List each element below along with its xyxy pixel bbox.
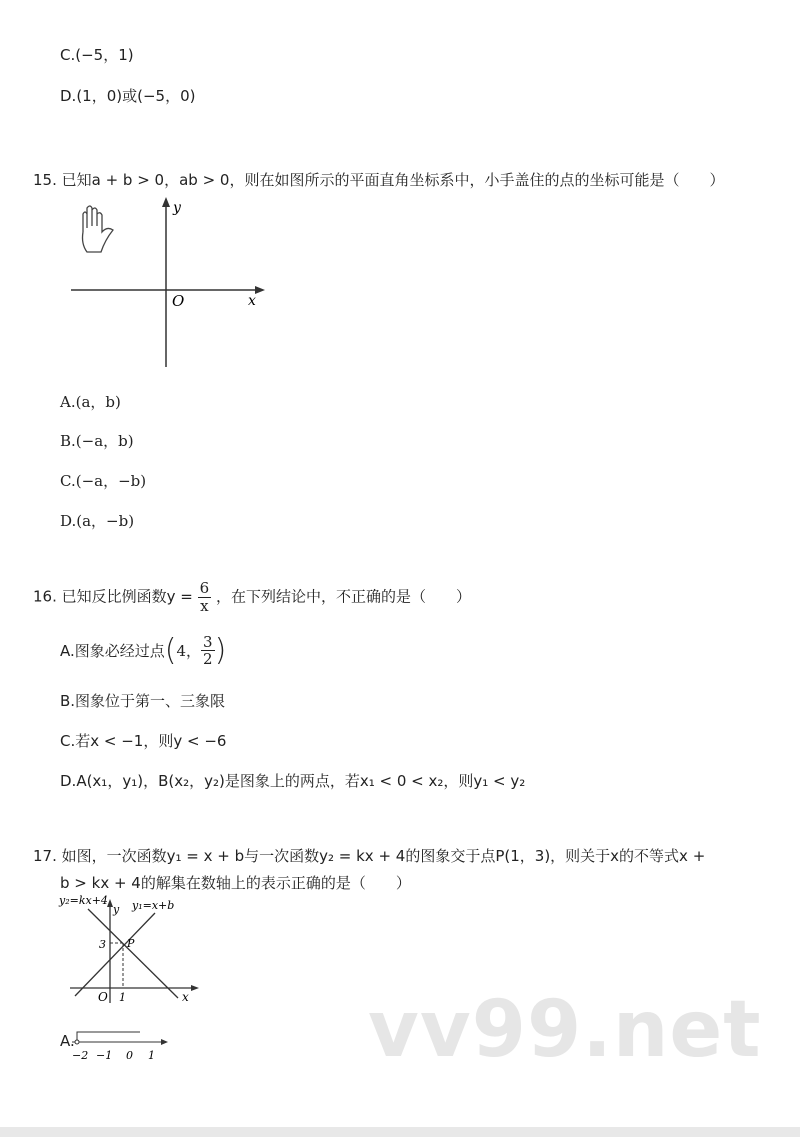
svg-text:O: O xyxy=(172,292,185,310)
svg-text:3: 3 xyxy=(99,938,106,951)
watermark: vv99.net xyxy=(368,985,762,1075)
q15-option-c: C.(−a，−b) xyxy=(60,472,147,490)
q15-option-a: A.(a，b) xyxy=(60,393,121,411)
svg-text:−2: −2 xyxy=(72,1049,89,1062)
svg-text:P: P xyxy=(127,937,135,950)
q16-option-a: A.图象必经过点(4， $\frac{3}{2}$ ) xyxy=(60,632,227,668)
q14-option-d: D.(1，0)或(−5，0) xyxy=(60,87,196,105)
q16-option-b: B.图象位于第一、三象限 xyxy=(60,692,226,710)
svg-text:y: y xyxy=(113,903,120,916)
page-bottom-bar xyxy=(0,1127,800,1137)
q17-option-a-numberline xyxy=(72,1025,172,1065)
q17-function-figure xyxy=(55,893,205,1008)
svg-text:x: x xyxy=(248,293,256,309)
svg-text:y₂=kx+4: y₂=kx+4 xyxy=(59,894,108,907)
svg-text:0: 0 xyxy=(126,1049,133,1062)
q16-option-d: D.A(x₁，y₁)，B(x₂，y₂)是图象上的两点，若x₁ < 0 < x₂，则y₁ < y₂ xyxy=(60,772,526,790)
q16-stem: 16. 已知反比例函数y = $\frac{6}{x}$ ，在下列结论中，不正确的是（ ） xyxy=(33,579,471,615)
q15-option-b: B.(−a，b) xyxy=(60,432,134,450)
q15-option-d: D.(a，−b) xyxy=(60,512,135,530)
svg-text:1: 1 xyxy=(148,1049,155,1062)
q17-stem-line1: 17. 如图，一次函数y₁ = x + b与一次函数y₂ = kx + 4的图象交于点P(1，3)，则关于x的不等式x + xyxy=(33,847,706,865)
svg-text:y₁=x+b: y₁=x+b xyxy=(132,899,175,912)
q15-coordinate-figure xyxy=(65,192,275,370)
svg-text:O: O xyxy=(98,990,108,1004)
svg-text:1: 1 xyxy=(119,991,126,1004)
svg-text:−1: −1 xyxy=(96,1049,113,1062)
q17-stem-line2: b > kx + 4的解集在数轴上的表示正确的是（ ） xyxy=(60,874,411,892)
svg-text:x: x xyxy=(182,990,189,1004)
svg-text:y: y xyxy=(173,200,181,216)
q17-option-a-label: A. xyxy=(60,1032,75,1050)
q15-stem: 15. 已知a + b > 0，ab > 0，则在如图所示的平面直角坐标系中，小手盖住的点的坐标可能是（ ） xyxy=(33,171,725,189)
hand-icon xyxy=(83,206,114,252)
q16-option-c: C.若x < −1，则y < −6 xyxy=(60,732,227,750)
q14-option-c: C.(−5，1) xyxy=(60,46,134,64)
